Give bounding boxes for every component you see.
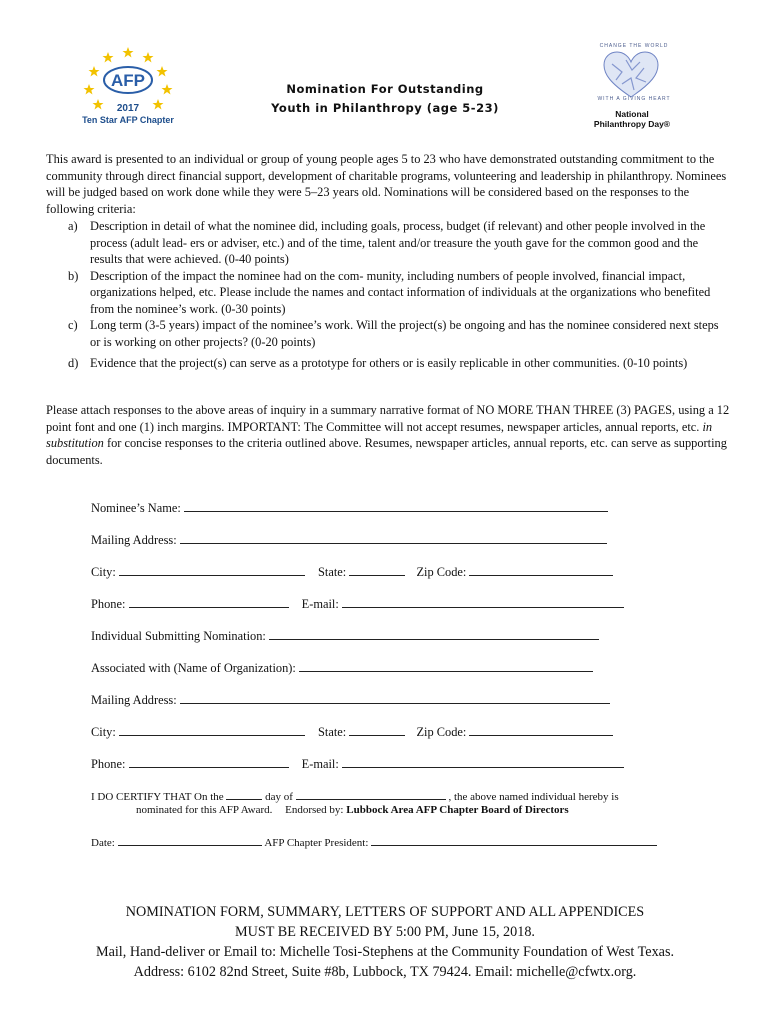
certify-text-1: I DO CERTIFY THAT On the xyxy=(91,791,224,803)
nominee-name-label: Nominee’s Name: xyxy=(91,501,181,515)
certify-month-field[interactable] xyxy=(296,788,446,800)
submitter-email-label: E-mail: xyxy=(301,757,339,771)
footer-line-1: NOMINATION FORM, SUMMARY, LETTERS OF SUPPORT AND ALL APPENDICES xyxy=(125,904,645,920)
organization-label: Associated with (Name of Organization): xyxy=(91,661,296,675)
nominee-city-row xyxy=(91,564,631,580)
nominee-zip-label: Zip Code: xyxy=(416,565,467,579)
criteria-item xyxy=(46,355,730,372)
nominee-address-row xyxy=(91,532,631,548)
attachment-instructions xyxy=(46,402,730,468)
submitter-zip-field[interactable] xyxy=(469,724,613,736)
submitter-state-label: State: xyxy=(318,725,347,739)
criteria-label: b) xyxy=(68,268,79,283)
certify-dayof-text: day of xyxy=(265,791,293,803)
nominee-city-label: City: xyxy=(91,565,116,579)
nominee-name-field[interactable] xyxy=(184,500,608,512)
signature-row xyxy=(91,834,631,849)
submission-instructions xyxy=(40,902,730,982)
date-label: Date: xyxy=(91,837,115,849)
criteria-item xyxy=(46,218,730,268)
president-signature-field[interactable] xyxy=(371,834,657,846)
endorsement-row xyxy=(136,804,676,816)
page-title xyxy=(255,80,515,118)
organization-field[interactable] xyxy=(299,660,593,672)
nominee-state-label: State: xyxy=(318,565,347,579)
afp-chapter-name: Ten Star AFP Chapter xyxy=(82,115,174,125)
nominee-city-field[interactable] xyxy=(119,564,305,576)
submitter-zip-label: Zip Code: xyxy=(416,725,467,739)
organization-row xyxy=(91,660,631,676)
afp-logo-text: AFP xyxy=(111,71,145,90)
submitter-row xyxy=(91,628,631,644)
attach-text-2: for concise responses to the criteria outlined above. Resumes, newspaper articles, annual reports, etc. can serve as supporting documents. xyxy=(46,436,727,467)
criteria-list xyxy=(46,218,730,372)
submitter-phone-label: Phone: xyxy=(91,757,126,771)
national-philanthropy-day-logo xyxy=(582,109,682,129)
certify-line-2: nominated for this AFP Award. xyxy=(136,804,273,816)
footer-line-4: Address: 6102 82nd Street, Suite #8b, Lubbock, TX 79424. Email: michelle@cfwtx.org. xyxy=(133,964,637,980)
afp-year: 2017 xyxy=(116,103,140,114)
endorsed-by-label: Endorsed by: xyxy=(285,804,344,816)
submitter-address-row xyxy=(91,692,631,708)
footer-line-3: Mail, Hand-deliver or Email to: Michelle Tosi-Stephens at the Community Foundation of West Texas. xyxy=(95,944,675,960)
nominee-phone-label: Phone: xyxy=(91,597,126,611)
nominee-zip-field[interactable] xyxy=(469,564,613,576)
submitter-city-field[interactable] xyxy=(119,724,305,736)
attach-italic: in substitution xyxy=(46,419,713,450)
criteria-text: Long term (3-5 years) impact of the nominee’s work. Will the project(s) be ongoing and has the nominee considered next steps or is working on other projects? (0-20 points) xyxy=(90,318,719,349)
certify-text-2: , the above named individual hereby is xyxy=(448,791,619,803)
certify-row xyxy=(91,788,631,803)
submitter-state-field[interactable] xyxy=(349,724,405,736)
criteria-label: a) xyxy=(68,219,78,233)
title-line-2: Youth in Philanthropy (age 5-23) xyxy=(271,101,499,115)
submitter-address-label: Mailing Address: xyxy=(91,693,177,707)
nominee-phone-row xyxy=(91,596,631,612)
npd-tagline-top: CHANGE THE WORLD xyxy=(599,43,669,49)
nominee-phone-field[interactable] xyxy=(129,596,289,608)
submitter-city-label: City: xyxy=(91,725,116,739)
criteria-text: Evidence that the project(s) can serve as a prototype for others or is easily replicable in other communities. (0-10 points) xyxy=(90,356,688,370)
criteria-text: Description in detail of what the nominee did, including goals, process, budget (if relevant) and other people involved in the process (adult lead- ers or adviser, etc.) and of the time, talent and/or treasure the youth gave for the common good and the results that were achieved. (0-40 points) xyxy=(90,219,706,266)
nominee-address-label: Mailing Address: xyxy=(91,533,177,547)
nominee-email-label: E-mail: xyxy=(301,597,339,611)
certify-day-field[interactable] xyxy=(226,788,262,800)
submitter-city-row xyxy=(91,724,631,740)
nominee-address-field[interactable] xyxy=(180,532,607,544)
npd-name-line-2: Philanthropy Day® xyxy=(593,119,671,129)
president-label: AFP Chapter President: xyxy=(264,837,369,849)
heart-logo-icon xyxy=(602,50,660,100)
nominee-name-row xyxy=(91,500,631,516)
footer-line-2: MUST BE RECEIVED BY 5:00 PM, June 15, 2018. xyxy=(235,924,535,940)
title-line-1: Nomination For Outstanding xyxy=(286,82,484,96)
submitter-field[interactable] xyxy=(269,628,599,640)
npd-name-line-1: National xyxy=(615,109,649,119)
criteria-text: Description of the impact the nominee had on the com- munity, including numbers of people involved, financial impact, organizations helped, etc. Please include the names and contact information of individuals at the organizations who benefited from the nominee’s work. (0-30 points) xyxy=(90,268,711,316)
criteria-item xyxy=(46,317,730,350)
nominee-email-field[interactable] xyxy=(342,596,624,608)
criteria-label: c) xyxy=(68,318,78,332)
intro-paragraph: This award is presented to an individual or group of young people ages 5 to 23 who have demonstrated outstanding commitment to the community through direct financial support, development of charitable programs, volunteering and leadership in philanthropy. Nominees will be judged based on work done while they were 5–23 years old. Nominations will be considered based on the responses to the following criteria: xyxy=(46,152,727,216)
submitter-address-field[interactable] xyxy=(180,692,610,704)
submitter-phone-row xyxy=(91,756,631,772)
date-field[interactable] xyxy=(118,834,262,846)
endorser-name: Lubbock Area AFP Chapter Board of Directors xyxy=(346,804,569,816)
submitter-email-field[interactable] xyxy=(342,756,624,768)
criteria-item xyxy=(46,268,730,318)
attach-text-1: Please attach responses to the above areas of inquiry in a summary narrative format of NO MORE THAN THREE (3) PAGES, using a 12 point font and one (1) inch margins. IMPORTANT: The Committee will not accept resumes, newspaper articles, annual reports, etc. xyxy=(46,403,730,434)
submitter-phone-field[interactable] xyxy=(129,756,289,768)
criteria-label: d) xyxy=(68,356,79,370)
submitter-label: Individual Submitting Nomination: xyxy=(91,629,266,643)
npd-tagline-bottom: WITH A GIVING HEART xyxy=(597,96,671,102)
nominee-state-field[interactable] xyxy=(349,564,405,576)
